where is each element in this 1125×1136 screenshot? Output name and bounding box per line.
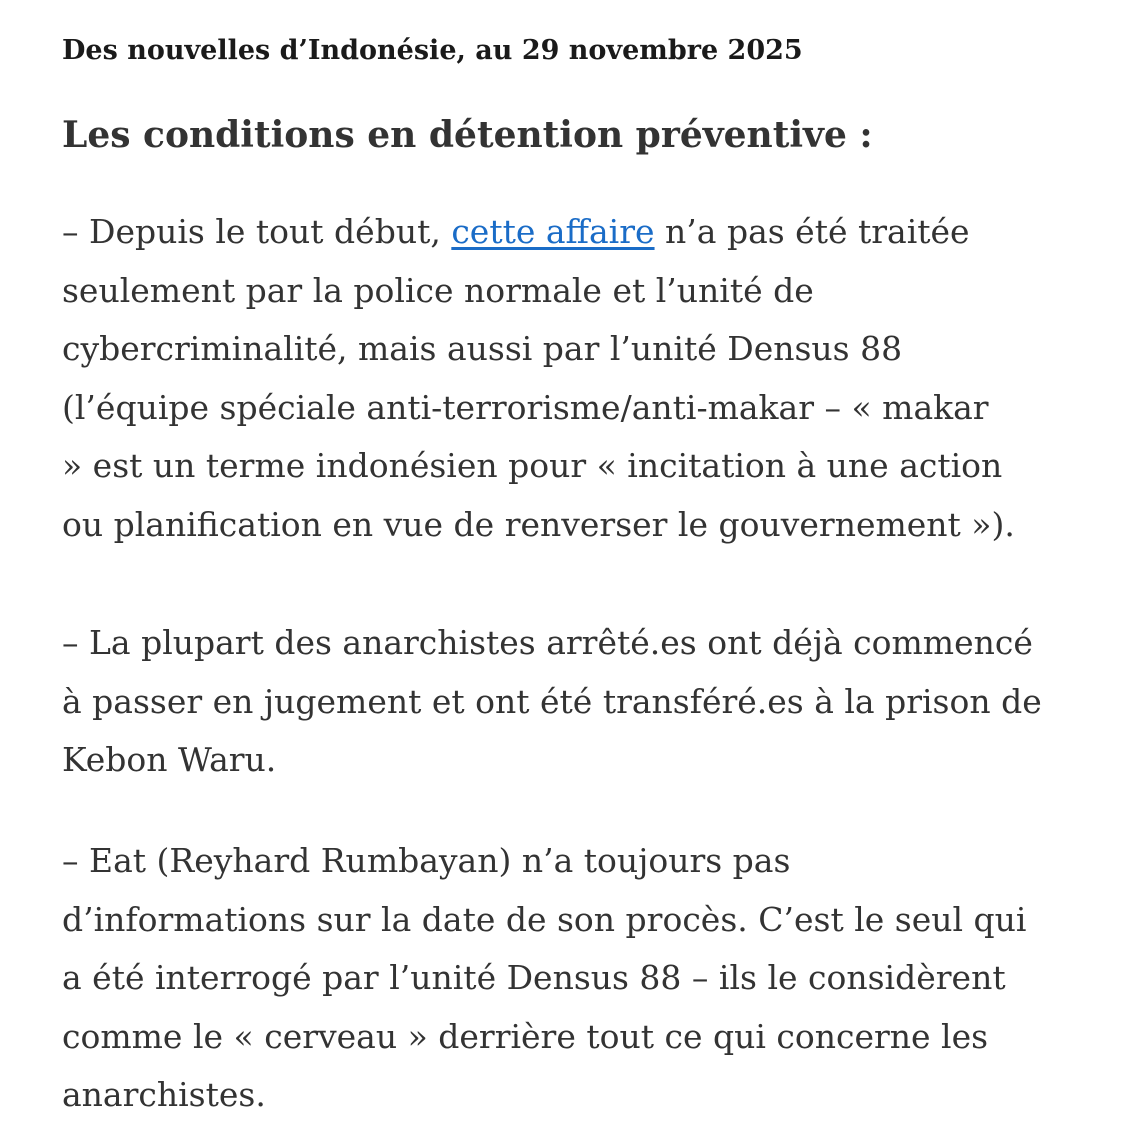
paragraph-line: – Eat (Reyhard Rumbayan) n’a toujours pas [62, 841, 791, 880]
paragraph-line: anarchistes. [62, 1075, 266, 1115]
paragraph-line: ou planification en vue de renverser le gouvernement »). [62, 504, 1015, 544]
paragraph-line: (l’équipe spéciale anti-terrorisme/anti-makar – « makar [62, 387, 989, 427]
section-heading: Les conditions en détention préventive : [62, 114, 873, 156]
paragraph-line: » est un terme indonésien pour « incitation à une action [62, 446, 1003, 486]
paragraph-line: comme le « cerveau » derrière tout ce qui concerne les [62, 1016, 989, 1056]
paragraph-text: n’a pas été traitée [654, 212, 970, 251]
paragraph-line: d’informations sur la date de son procès. C’est le seul qui [62, 899, 1027, 939]
paragraph-line: à passer en jugement et ont été transféré.es à la prison de [62, 681, 1042, 721]
paragraph-line: cybercriminalité, mais aussi par l’unité Densus 88 [62, 329, 903, 369]
paragraph-line: seulement par la police normale et l’unité de [62, 270, 814, 310]
paragraph-line: a été interrogé par l’unité Densus 88 – ils le considèrent [62, 958, 1006, 998]
paragraph-text: – Depuis le tout début, [62, 212, 452, 251]
paragraph-2 [62, 614, 1042, 790]
paragraph-3 [62, 832, 1026, 1125]
paragraph-line: Kebon Waru. [62, 740, 277, 780]
paragraph-line: – La plupart des anarchistes arrêté.es ont déjà commencé [62, 623, 1033, 662]
article-date-header: Des nouvelles d’Indonésie, au 29 novembre 2025 [62, 35, 803, 66]
paragraph-line [62, 203, 1015, 262]
paragraph-1 [62, 203, 1015, 555]
cette-affaire-link[interactable]: cette affaire [451, 212, 655, 251]
